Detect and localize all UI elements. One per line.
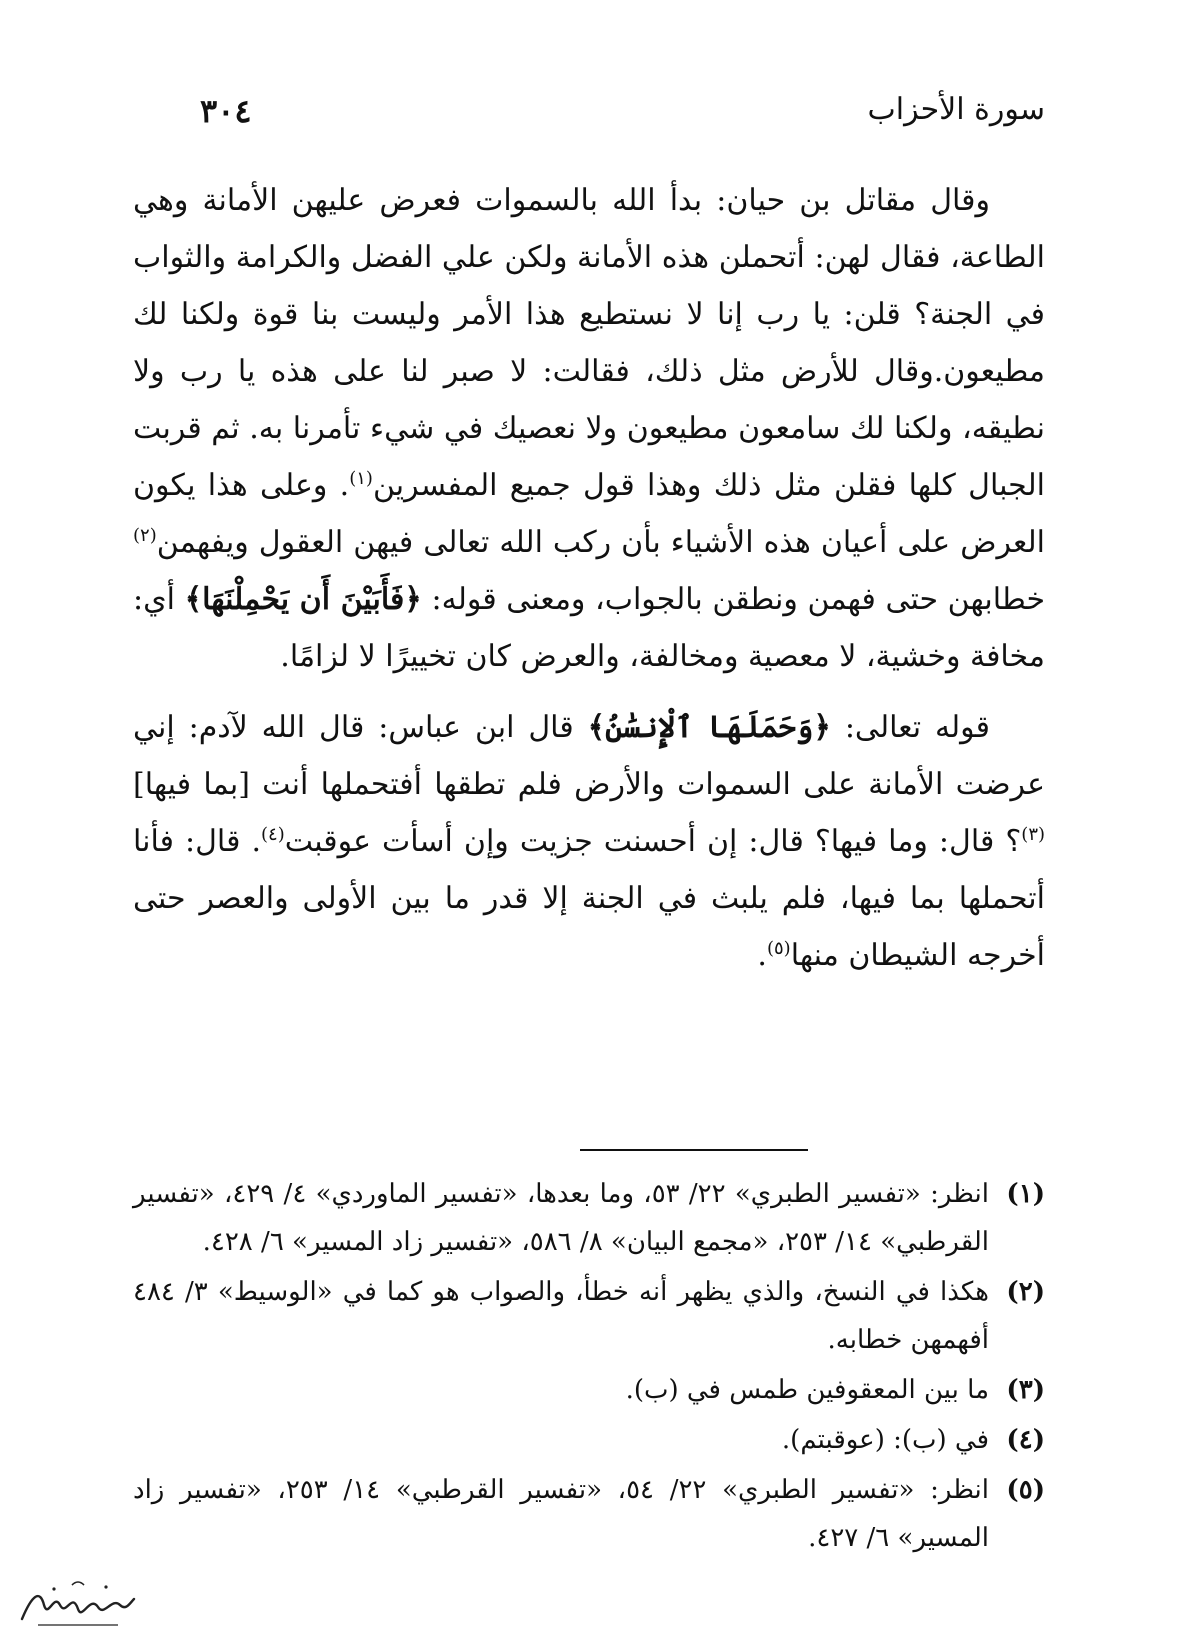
main-text bbox=[133, 172, 1045, 984]
footnote-item bbox=[133, 1268, 1045, 1364]
footnote-ref-5: (٥) bbox=[766, 938, 791, 959]
footnote-ref-4: (٤) bbox=[261, 824, 285, 845]
footnote-text: في (ب): (عوقبتم). bbox=[781, 1425, 989, 1455]
paragraph-1-part-c: خطابهن حتى فهمن ونطقن بالجواب، ومعنى قوله: bbox=[421, 582, 1045, 617]
footnote-number: (٢) bbox=[1006, 1277, 1045, 1307]
footnote-number: (٤) bbox=[1006, 1425, 1045, 1455]
paragraph-2-part-e: . bbox=[757, 938, 767, 973]
paragraph-2-part-d: . قال: فأنا أتحملها بما فيها، فلم يلبث في الجنة إلا قدر ما بين الأولى والعصر حتى أخرجه الشيطان منها bbox=[133, 824, 1045, 973]
footnote-number: (٥) bbox=[1006, 1475, 1045, 1505]
footnote-number: (١) bbox=[1006, 1179, 1045, 1209]
page-header bbox=[200, 92, 1045, 142]
quran-quote-1: ﴿فَأَبَيْنَ أَن يَحْمِلْنَهَا﴾ bbox=[184, 582, 422, 617]
footnotes bbox=[133, 1170, 1045, 1564]
page-number: ٣٠٤ bbox=[200, 92, 252, 130]
chapter-title: سورة الأحزاب bbox=[867, 92, 1045, 127]
quran-quote-2: ﴿وَحَمَلَهَا ٱلْإِنسَٰنُ﴾ bbox=[587, 710, 831, 745]
footnote-text: هكذا في النسخ، والذي يظهر أنه خطأ، والصواب هو كما في «الوسيط» ٣/ ٤٨٤ أفهمهن خطابه. bbox=[133, 1277, 989, 1355]
footnote-text: انظر: «تفسير الطبري» ٢٢/ ٥٣، وما بعدها، «تفسير الماوردي» ٤/ ٤٢٩، «تفسير القرطبي» ١٤/ ٢٥٣، «مجمع البيان» ٨/ ٥٨٦، «تفسير زاد المسير» ٦/ ٤٢٨. bbox=[133, 1179, 989, 1257]
paragraph-1-part-d: أي: مخافة وخشية، لا معصية ومخالفة، والعرض كان تخييرًا لا لزامًا. bbox=[133, 582, 1045, 674]
footnote-item bbox=[133, 1466, 1045, 1562]
footnote-item bbox=[133, 1416, 1045, 1464]
publisher-logo bbox=[18, 1575, 138, 1635]
footnote-text: ما بين المعقوفين طمس في (ب). bbox=[625, 1375, 989, 1405]
footnote-item bbox=[133, 1170, 1045, 1266]
paragraph-1-part-a: وقال مقاتل بن حيان: بدأ الله بالسموات فعرض عليهن الأمانة وهي الطاعة، فقال لهن: أتحملن هذه الأمانة ولكن علي الفضل والكرامة والثواب في الجنة؟ قلن: يا رب إنا لا نستطيع هذا الأمر وليست بنا قوة ولكنا لك مطيعون.وقال للأرض مثل ذلك، فقالت: لا صبر لنا على هذه يا رب ولا نطيقه، ولكنا لك سامعون مطيعون ولا نعصيك في شيء تأمرنا به. ثم قربت الجبال كلها فقلن مثل ذلك وهذا قول جميع المفسرين bbox=[133, 183, 1045, 503]
paragraph-1 bbox=[133, 172, 1045, 685]
footnote-ref-2: (٢) bbox=[133, 525, 157, 546]
paragraph-2-part-a: قوله تعالى: bbox=[830, 710, 991, 745]
footnote-item bbox=[133, 1366, 1045, 1414]
footnote-ref-3: (٣) bbox=[1021, 824, 1046, 845]
footnote-number: (٣) bbox=[1006, 1375, 1045, 1405]
footnote-divider bbox=[580, 1149, 808, 1151]
paragraph-2 bbox=[133, 699, 1045, 984]
paragraph-2-part-b: قال ابن عباس: قال الله لآدم: إني عرضت الأمانة على السموات والأرض فلم تطقها أفتحملها أنت [بما فيها] bbox=[133, 710, 1045, 802]
footnote-text: انظر: «تفسير الطبري» ٢٢/ ٥٤، «تفسير القرطبي» ١٤/ ٢٥٣، «تفسير زاد المسير» ٦/ ٤٢٧. bbox=[133, 1475, 989, 1553]
paragraph-2-part-c: ؟ قال: وما فيها؟ قال: إن أحسنت جزيت وإن أسأت عوقبت bbox=[284, 824, 1022, 859]
paragraph-1-part-b: . وعلى هذا يكون العرض على أعيان هذه الأشياء بأن ركب الله تعالى فيهن العقول ويفهمن bbox=[133, 468, 1045, 560]
footnote-ref-1: (١) bbox=[349, 468, 373, 489]
